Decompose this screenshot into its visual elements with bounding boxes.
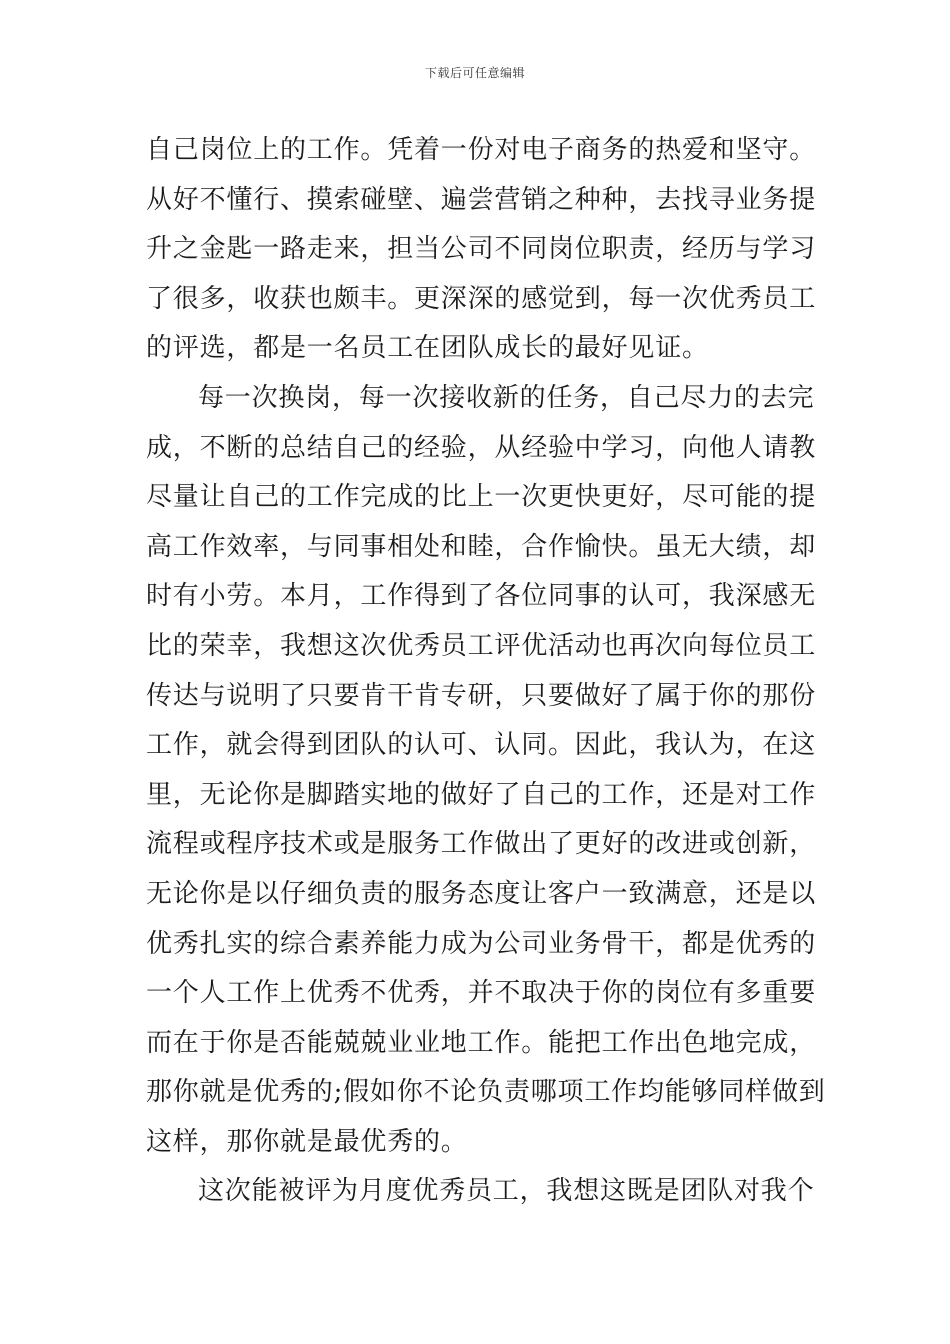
- text-line: 的评选，都是一名员工在团队成长的最好见证。: [146, 333, 709, 364]
- text-line: 传达与说明了只要肯干肯专研，只要做好了属于你的那份: [146, 680, 817, 711]
- page-header: 下载后可任意编辑: [424, 66, 525, 80]
- text-line: 那你就是优秀的;假如你不论负责哪项工作均能够同样做到: [146, 1077, 826, 1108]
- text-line: 流程或程序技术或是服务工作做出了更好的改进或创新，: [146, 829, 817, 860]
- text-line: 尽量让自己的工作完成的比上一次更快更好，尽可能的提: [146, 482, 817, 513]
- text-line: 升之金匙一路走来，担当公司不同岗位职责，经历与学习: [146, 234, 817, 265]
- text-line: 高工作效率，与同事相处和睦，合作愉快。虽无大绩，却: [146, 531, 817, 562]
- text-line: 比的荣幸，我想这次优秀员工评优活动也再次向每位员工: [146, 630, 817, 661]
- text-line: 自己岗位上的工作。凭着一份对电子商务的热爱和坚守。: [146, 135, 817, 165]
- text-line: 从好不懂行、摸索碰壁、遍尝营销之种种，去找寻业务提: [146, 184, 817, 215]
- paragraph-first-line: 这次能被评为月度优秀员工，我想这既是团队对我个: [198, 1176, 815, 1207]
- text-line: 无论你是以仔细负责的服务态度让客户一致满意，还是以: [146, 878, 817, 909]
- document-body: [146, 126, 826, 1217]
- text-line: 成，不断的总结自己的经验，从经验中学习，向他人请教: [146, 432, 817, 463]
- text-line: 这样，那你就是最优秀的。: [146, 1126, 468, 1157]
- text-line: 工作，就会得到团队的认可、认同。因此，我认为，在这: [146, 730, 817, 761]
- paragraph-first-line: 每一次换岗，每一次接收新的任务，自己尽力的去完: [198, 382, 815, 413]
- text-line: 而在于你是否能兢兢业业地工作。能把工作出色地完成，: [146, 1027, 817, 1058]
- text-line: 一个人工作上优秀不优秀，并不取决于你的岗位有多重要: [146, 978, 817, 1009]
- text-line: 优秀扎实的综合素养能力成为公司业务骨干，都是优秀的: [146, 928, 817, 959]
- text-line: 里，无论你是脚踏实地的做好了自己的工作，还是对工作: [146, 779, 817, 810]
- text-line: 时有小劳。本月，工作得到了各位同事的认可，我深感无: [146, 581, 817, 612]
- text-line: 了很多，收获也颇丰。更深深的感觉到，每一次优秀员工: [146, 283, 817, 314]
